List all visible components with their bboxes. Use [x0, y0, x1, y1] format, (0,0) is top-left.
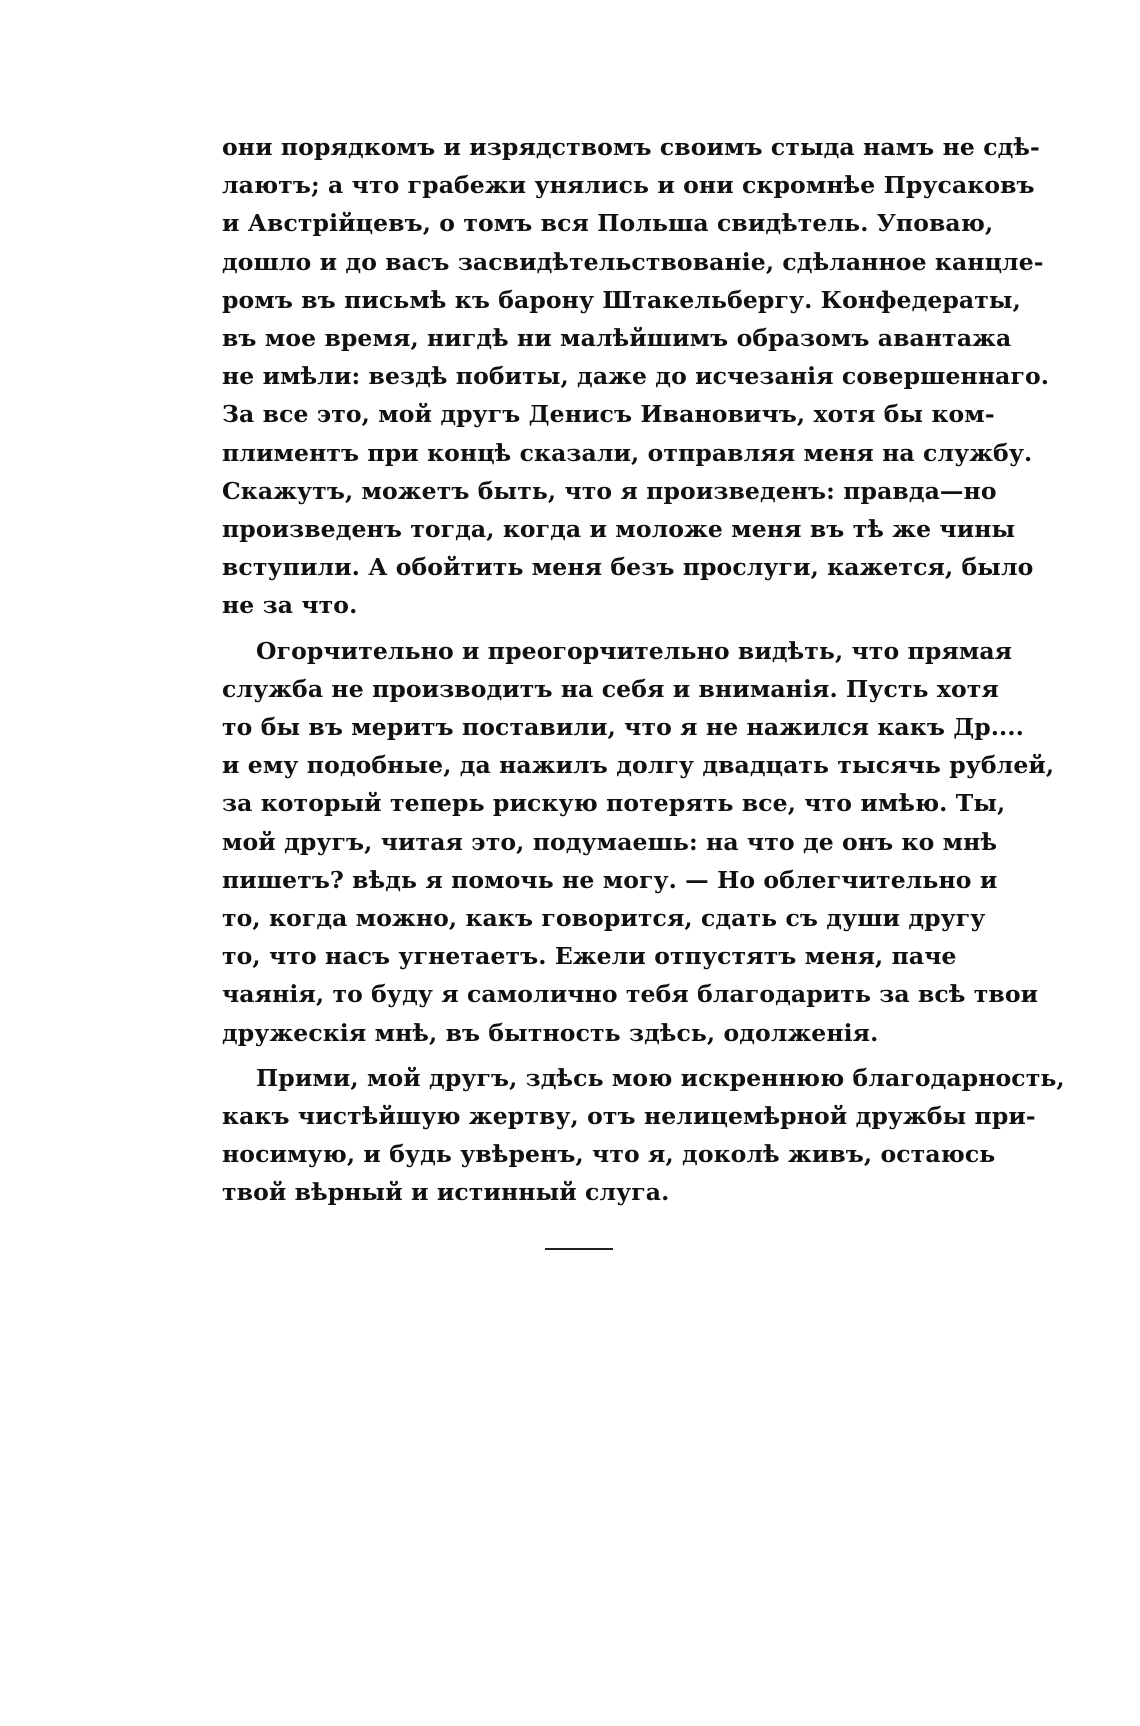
text-line: За все это, мой другъ Денисъ Ивановичъ, хотя бы ком- — [222, 400, 995, 429]
paragraph-spacer — [222, 1052, 934, 1059]
text-line: ромъ въ письмѣ къ барону Штакельбергу. Конфедераты, — [222, 285, 1021, 314]
text-line: они порядкомъ и изрядствомъ своимъ стыда намъ не сдѣ- — [222, 133, 1040, 161]
end-of-text-rule — [545, 1248, 613, 1250]
text-line: за который теперь рискую потерять все, что имѣю. Ты, — [222, 789, 1006, 818]
text-line: служба не производитъ на себя и вниманія. Пусть хотя — [222, 674, 999, 703]
paragraph-spacer — [222, 625, 934, 632]
text-line: твой вѣрный и истинный слуга. — [222, 1178, 670, 1207]
text-line: въ мое время, нигдѣ ни малѣйшимъ образомъ авантажа — [222, 324, 1012, 353]
text-line: носимую, и будь увѣренъ, что я, доколѣ живъ, остаюсь — [222, 1140, 996, 1169]
paragraph-2 — [222, 632, 1055, 1052]
text-line: и ему подобные, да нажилъ долгу двадцать тысячь рублей, — [222, 751, 1055, 780]
text-line: дошло и до васъ засвидѣтельствованіе, сдѣланное канцле- — [222, 247, 1044, 276]
letter-text — [222, 128, 1065, 1212]
text-line: Огорчительно и преогорчительно видѣть, что прямая — [256, 636, 1013, 665]
text-line: плиментъ при концѣ сказали, отправляя меня на службу. — [222, 438, 1033, 467]
text-line: какъ чистѣйшую жертву, отъ нелицемѣрной дружбы при- — [222, 1102, 1036, 1131]
text-line: Скажутъ, можетъ быть, что я произведенъ: правда—но — [222, 476, 997, 505]
text-line: мой другъ, читая это, подумаешь: на что де онъ ко мнѣ — [222, 827, 998, 856]
text-line: дружескія мнѣ, въ бытность здѣсь, одолженія. — [222, 1018, 879, 1047]
text-line: произведенъ тогда, когда и моложе меня въ тѣ же чины — [222, 515, 1016, 544]
text-line: не за что. — [222, 591, 358, 620]
text-line: то, когда можно, какъ говорится, сдать съ души другу — [222, 904, 986, 933]
text-line: лаютъ; а что грабежи унялись и они скромнѣе Прусаковъ — [222, 171, 1035, 200]
text-line: то бы въ меритъ поставили, что я не нажился какъ Др.... — [222, 713, 1024, 742]
text-line: то, что насъ угнетаетъ. Ежели отпустятъ меня, паче — [222, 942, 957, 971]
paragraph-1 — [222, 128, 1050, 625]
text-line: Прими, мой другъ, здѣсь мою искреннюю благодарность, — [256, 1063, 1065, 1092]
text-line: чаянія, то буду я самолично тебя благодарить за всѣ твои — [222, 980, 1039, 1009]
text-line: вступили. А обойтить меня безъ прослуги, кажется, было — [222, 553, 1034, 582]
text-line: пишетъ? вѣдь я помочь не могу. — Но облегчительно и — [222, 865, 998, 894]
text-line: и Австрійцевъ, о томъ вся Польша свидѣтель. Уповаю, — [222, 209, 994, 238]
text-line: не имѣли: вездѣ побиты, даже до исчезанія совершеннаго. — [222, 362, 1050, 391]
paragraph-3 — [222, 1059, 1065, 1212]
